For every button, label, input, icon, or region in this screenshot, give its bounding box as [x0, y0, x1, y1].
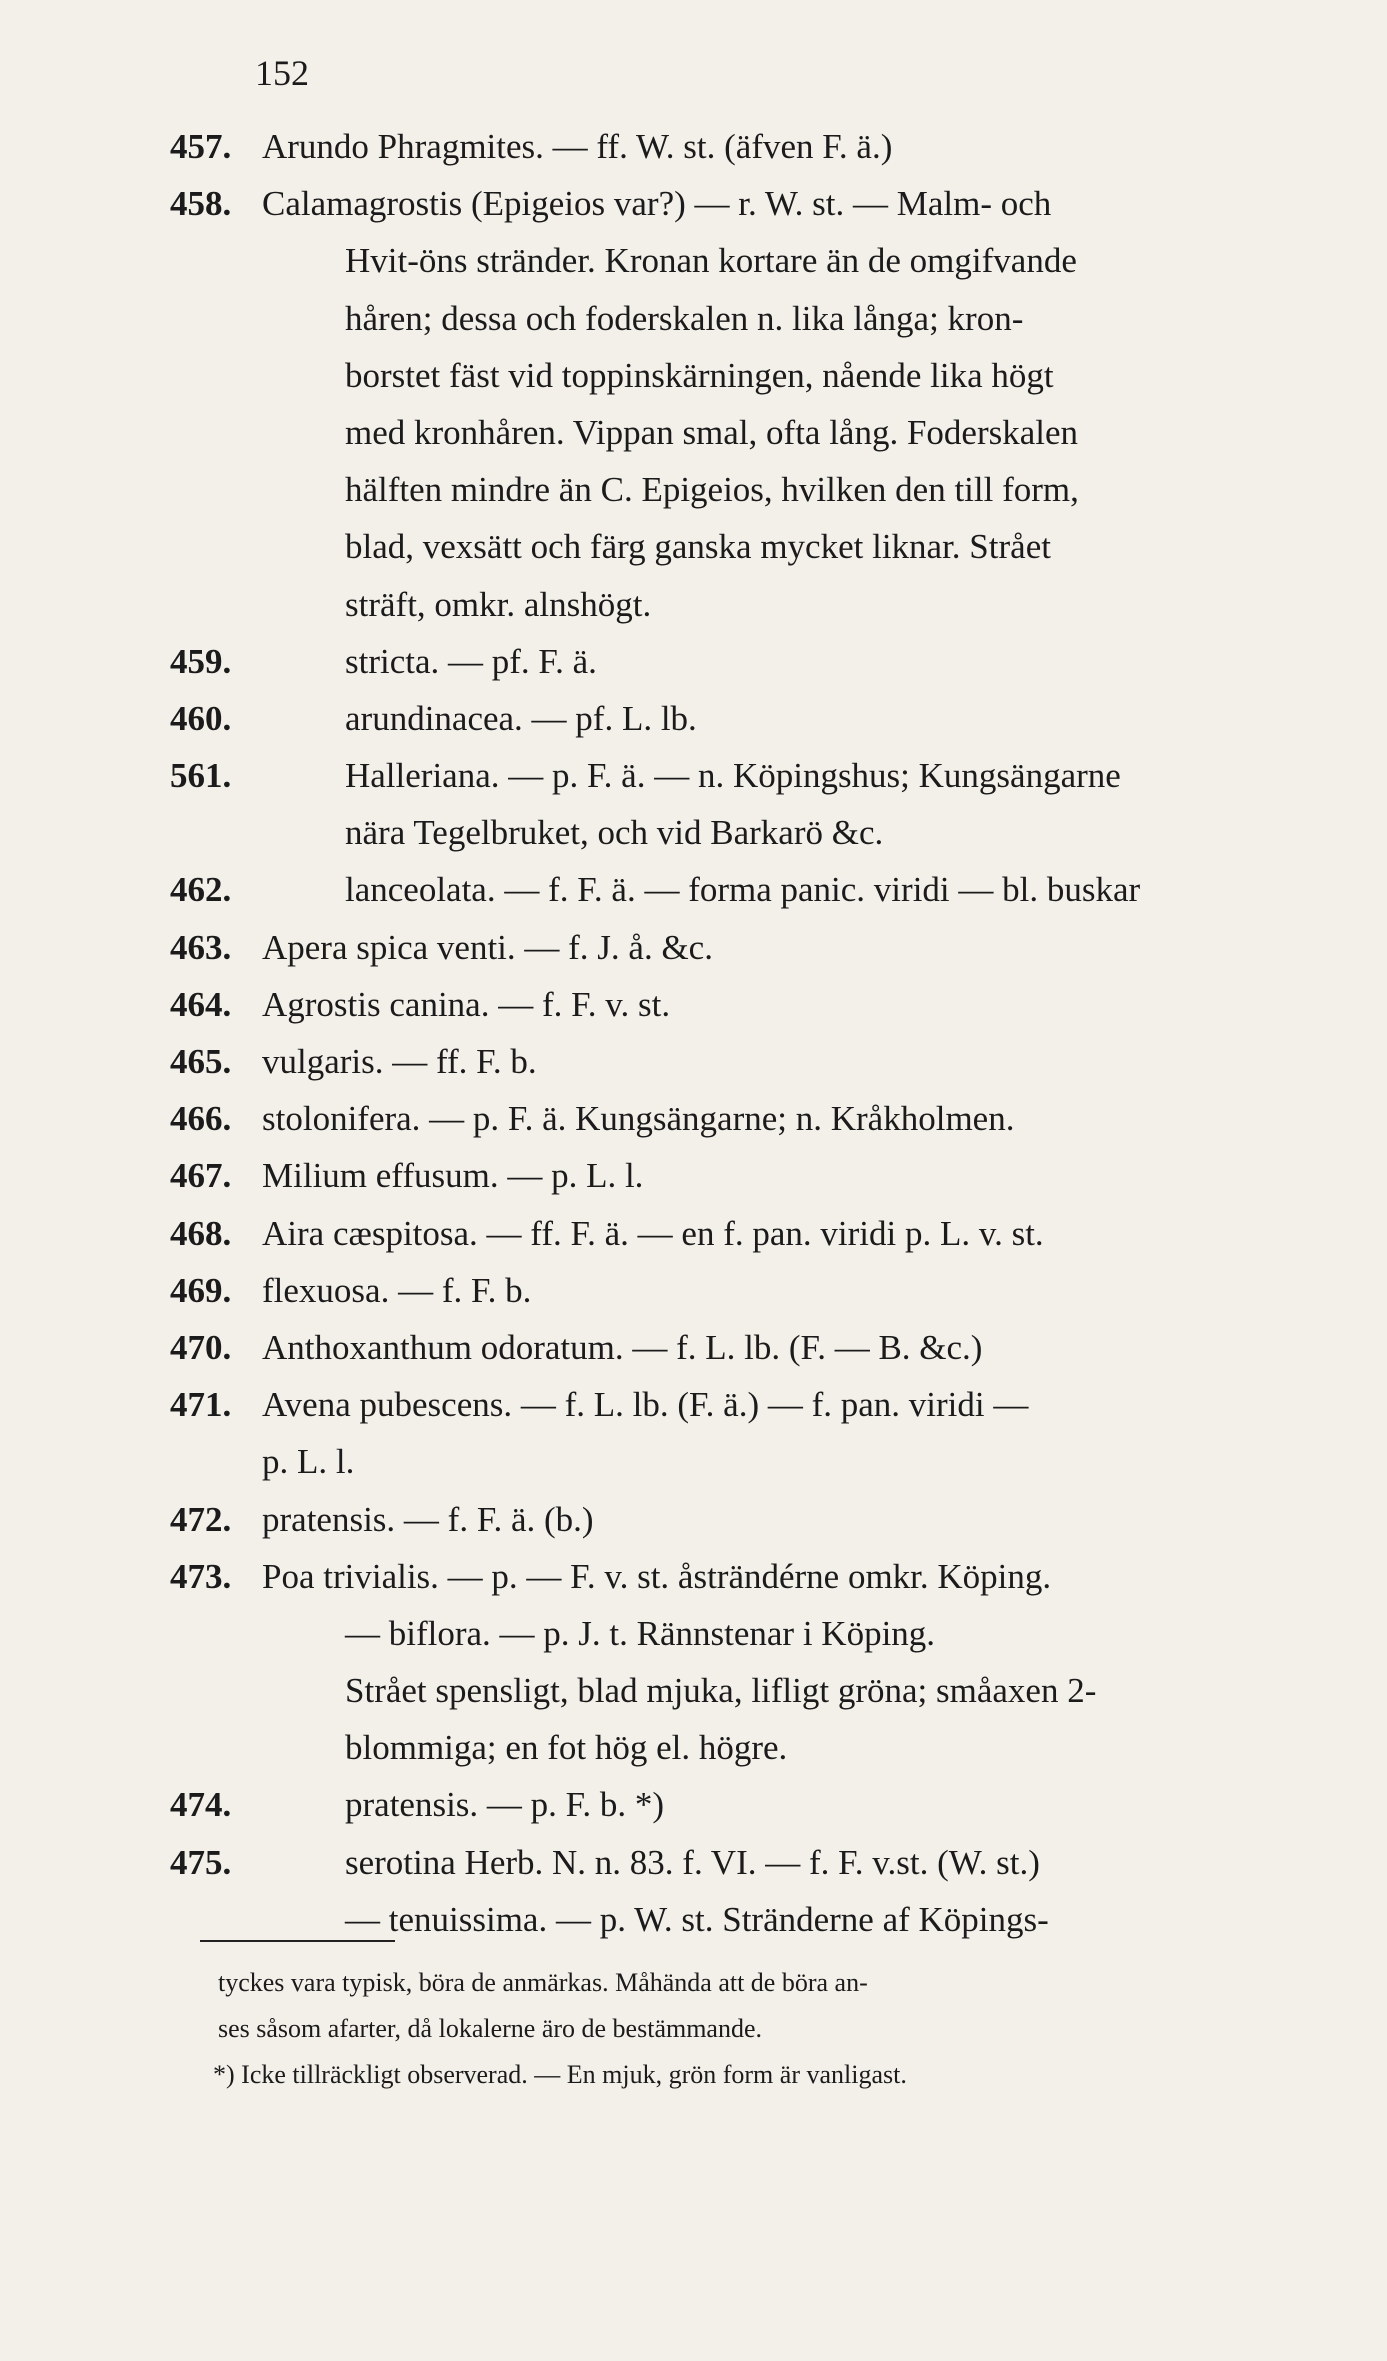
- list-item: [170, 747, 1320, 804]
- entry-text: Anthoxanthum odoratum. — f. L. lb. (F. — B. &c.): [262, 1327, 983, 1367]
- entry-text: Hvit-öns stränder. Kronan kortare än de omgifvande: [345, 241, 1077, 281]
- entry-number: 469.: [170, 1270, 232, 1310]
- list-item: [170, 1147, 1320, 1204]
- list-item: [170, 1776, 1320, 1833]
- entry-number: 464.: [170, 984, 232, 1024]
- list-item: [170, 1319, 1320, 1376]
- footnote-line: *) Icke tillräckligt observerad. — En mjuk, grön form är vanligast.: [213, 2060, 907, 2089]
- entry-text: hälften mindre än C. Epigeios, hvilken den till form,: [345, 470, 1079, 510]
- entry-text: Strået spensligt, blad mjuka, lifligt gröna; småaxen 2-: [345, 1671, 1097, 1711]
- entry-text: Halleriana. — p. F. ä. — n. Köpingshus; Kungsängarne: [345, 756, 1121, 796]
- list-item: [170, 1548, 1320, 1605]
- entry-text: blad, vexsätt och färg ganska mycket liknar. Strået: [345, 527, 1051, 567]
- entry-number: 561.: [170, 756, 232, 796]
- entry-text: borstet fäst vid toppinskärningen, nående lika högt: [345, 355, 1054, 395]
- entry-number: 460.: [170, 698, 232, 738]
- entry-text: Agrostis canina. — f. F. v. st.: [262, 984, 671, 1024]
- list-item: [170, 633, 1320, 690]
- entry-number: 457.: [170, 127, 232, 166]
- list-item: [170, 690, 1320, 747]
- list-item: [170, 976, 1320, 1033]
- entry-text: stolonifera. — p. F. ä. Kungsängarne; n. Kråkholmen.: [262, 1099, 1015, 1139]
- entry-text: serotina Herb. N. n. 83. f. VI. — f. F. v.st. (W. st.): [345, 1842, 1040, 1882]
- list-item: [170, 232, 1320, 289]
- list-item: [170, 290, 1320, 347]
- entry-text: blommiga; en fot hög el. högre.: [345, 1728, 788, 1768]
- entry-number: 465.: [170, 1042, 232, 1081]
- list-item: [170, 1376, 1320, 1433]
- entry-text: lanceolata. — f. F. ä. — forma panic. viridi — bl. buskar: [345, 870, 1141, 910]
- list-item: [170, 1605, 1320, 1662]
- entry-text: stricta. — pf. F. ä.: [345, 641, 597, 681]
- entry-number: 463.: [170, 927, 232, 967]
- entry-text: Milium effusum. — p. L. l.: [262, 1156, 644, 1196]
- entry-text: p. L. l.: [262, 1442, 355, 1482]
- entry-text: pratensis. — p. F. b. *): [345, 1785, 664, 1825]
- entry-number: 473.: [170, 1556, 232, 1596]
- list-item: [170, 1662, 1320, 1719]
- list-item: [170, 1834, 1320, 1891]
- entry-text: håren; dessa och foderskalen n. lika långa; kron-: [345, 298, 1024, 338]
- list-item: [170, 1033, 1320, 1090]
- entry-text: vulgaris. — ff. F. b.: [262, 1042, 537, 1081]
- list-item: [170, 919, 1320, 976]
- entry-text: sträft, omkr. alnshögt.: [345, 584, 652, 624]
- entry-number: 467.: [170, 1156, 232, 1196]
- entry-number: 475.: [170, 1842, 232, 1882]
- list-item: [170, 404, 1320, 461]
- entry-number: 462.: [170, 870, 232, 910]
- list-item: [170, 175, 1320, 232]
- entry-number: 471.: [170, 1385, 232, 1425]
- entry-text: Aira cæspitosa. — ff. F. ä. — en f. pan. viridi p. L. v. st.: [262, 1213, 1044, 1253]
- list-item: [170, 1205, 1320, 1262]
- list-item: [170, 576, 1320, 633]
- entry-text: Poa trivialis. — p. — F. v. st. åsträndérne omkr. Köping.: [262, 1556, 1052, 1596]
- footnote-line: ses såsom afarter, då lokalerne äro de bestämmande.: [218, 2014, 763, 2043]
- entry-text: arundinacea. — pf. L. lb.: [345, 698, 697, 738]
- entry-number: 468.: [170, 1213, 232, 1253]
- footnote-line: tyckes vara typisk, böra de anmärkas. Måhända att de böra an-: [218, 1968, 868, 1997]
- entry-text: nära Tegelbruket, och vid Barkarö &c.: [345, 813, 884, 853]
- list-item: [170, 518, 1320, 575]
- footnote-divider: [200, 1940, 395, 1942]
- footnotes: [213, 1960, 1338, 2098]
- entry-text: Apera spica venti. — f. J. å. &c.: [262, 927, 713, 967]
- list-item: [170, 1491, 1320, 1548]
- entry-text: med kronhåren. Vippan smal, ofta lång. Foderskalen: [345, 412, 1079, 452]
- entry-number: 470.: [170, 1327, 232, 1367]
- list-item: [170, 1262, 1320, 1319]
- list-item: [170, 1090, 1320, 1147]
- page-number: 152: [255, 53, 309, 93]
- list-item: [170, 347, 1320, 404]
- list-item: [170, 804, 1320, 861]
- list-item: [170, 1719, 1320, 1776]
- entry-text: Arundo Phragmites. — ff. W. st. (äfven F. ä.): [262, 127, 893, 166]
- entry-number: 458.: [170, 184, 232, 224]
- entry-text: — tenuissima. — p. W. st. Stränderne af Köpings-: [345, 1899, 1049, 1939]
- entry-number: 459.: [170, 641, 232, 681]
- species-list: [170, 118, 1320, 1948]
- entry-text: pratensis. — f. F. ä. (b.): [262, 1499, 594, 1539]
- list-item: [170, 461, 1320, 518]
- entry-number: 466.: [170, 1099, 232, 1139]
- list-item: [170, 861, 1320, 918]
- entry-text: — biflora. — p. J. t. Rännstenar i Köping.: [345, 1613, 936, 1653]
- list-item: [170, 118, 1320, 175]
- entry-text: flexuosa. — f. F. b.: [262, 1270, 532, 1310]
- entry-text: Avena pubescens. — f. L. lb. (F. ä.) — f. pan. viridi —: [262, 1385, 1029, 1425]
- entry-number: 474.: [170, 1785, 232, 1825]
- entry-number: 472.: [170, 1499, 232, 1539]
- list-item: [170, 1433, 1320, 1490]
- entry-text: Calamagrostis (Epigeios var?) — r. W. st. — Malm- och: [262, 184, 1052, 224]
